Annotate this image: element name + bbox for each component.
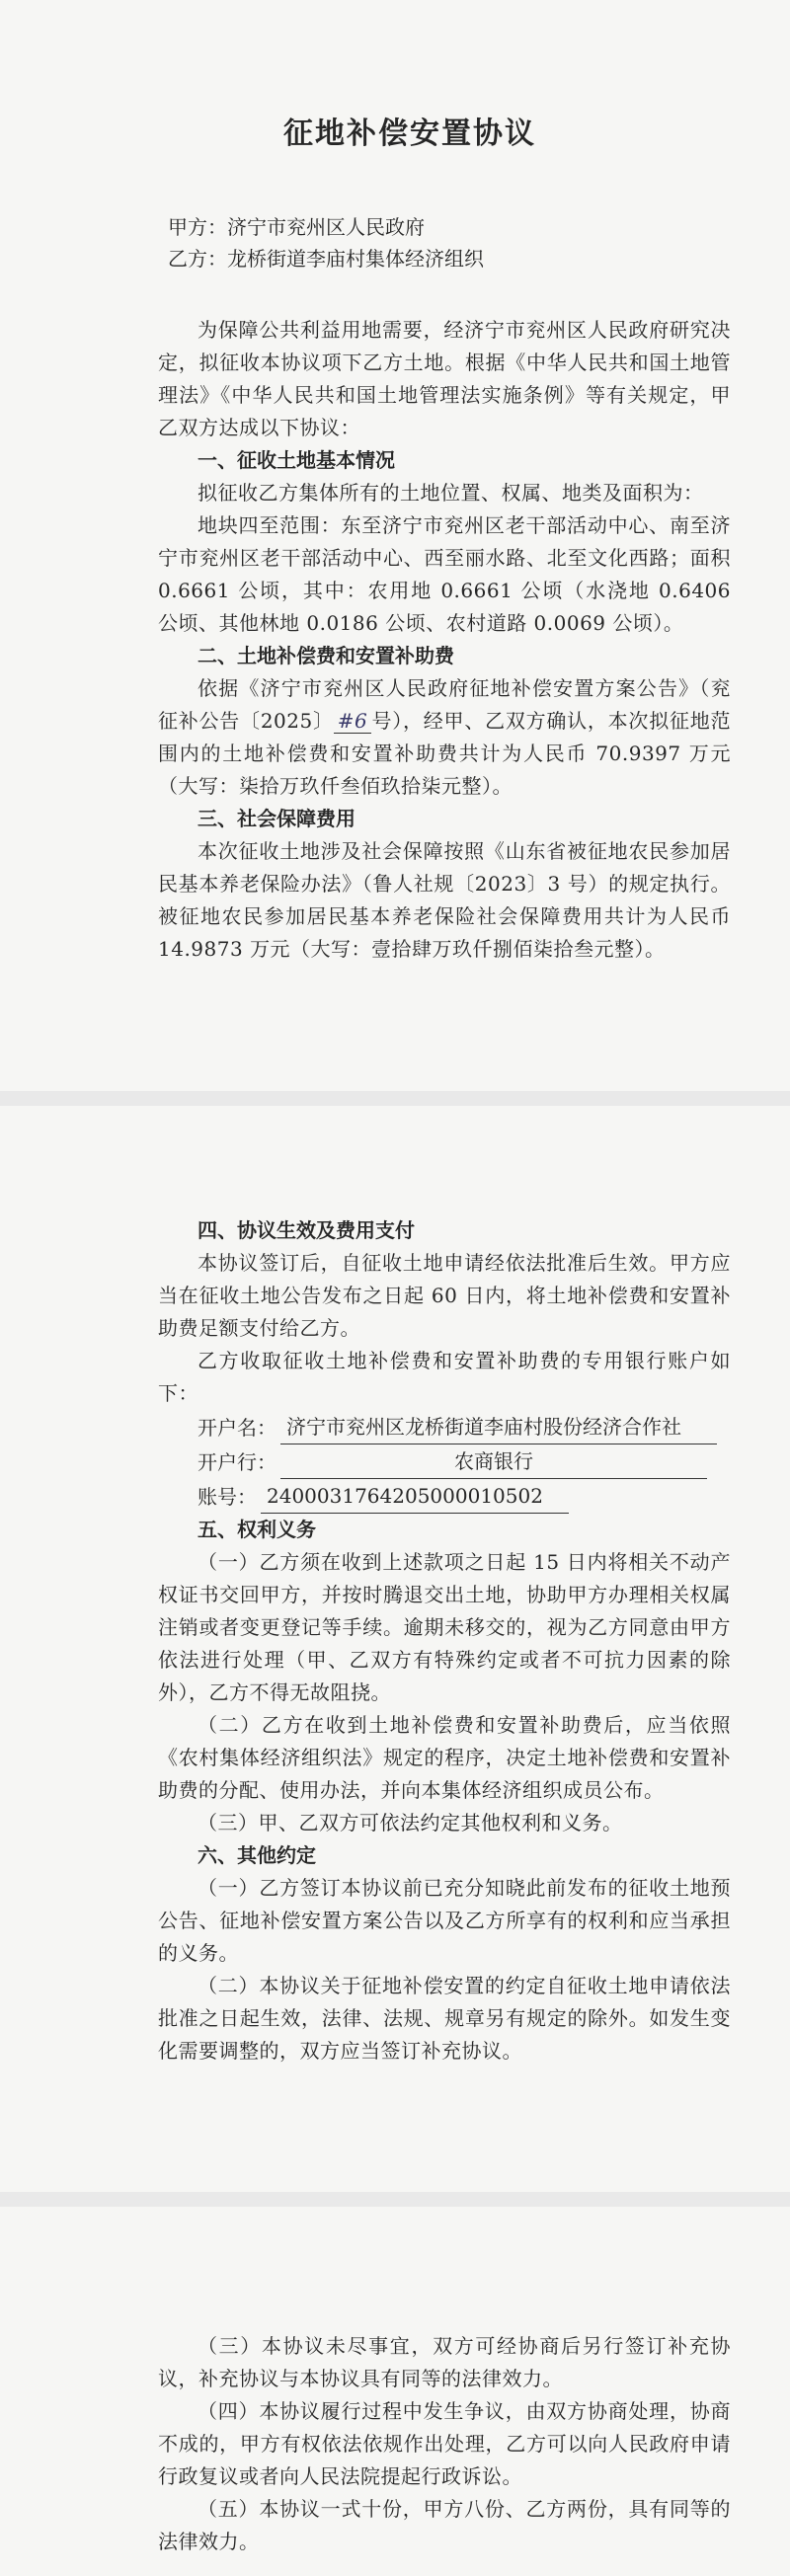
section-6-paragraph-1: （一）乙方签订本协议前已充分知晓此前发布的征收土地预公告、征地补偿安置方案公告以及乙方所享有的权利和应当承担的义务。: [158, 1876, 731, 1965]
section-2-heading: 二、土地补偿费和安置补助费: [198, 644, 454, 667]
section-6-paragraph-4: （四）本协议履行过程中发生争议，由双方协商处理，协商不成的，甲方有权依法依规作出处理，乙方可以向人民政府申请行政复议或者向人民法院提起行政诉讼。: [158, 2399, 731, 2488]
section-2-text-pre: 依据《济宁市兖州区人民政府征地补偿安置方案公告》（兖征补公告〔2025〕: [158, 676, 731, 733]
account-name-value: 济宁市兖州区龙桥街道李庙村股份经济合作社: [280, 1410, 717, 1444]
section-2-paragraph: [158, 672, 731, 803]
account-number-label: 账号：: [198, 1485, 257, 1509]
document-title: 征地补偿安置协议: [283, 117, 536, 151]
section-1-heading: 一、征收土地基本情况: [198, 448, 395, 472]
bank-line: [158, 1444, 731, 1479]
section-5-paragraph-3: （三）甲、乙双方可依法约定其他权利和义务。: [198, 1811, 623, 1834]
section-5-heading: 五、权利义务: [198, 1518, 316, 1541]
intro-paragraph: 为保障公共利益用地需要，经济宁市兖州区人民政府研究决定，拟征收本协议项下乙方土地。根据《中华人民共和国土地管理法》《中华人民共和国土地管理法实施条例》等有关规定，甲乙双方达成以下协议：: [158, 318, 731, 439]
section-5-paragraph-2: （二）乙方在收到土地补偿费和安置补助费后，应当依照《农村集体经济组织法》规定的程序，决定土地补偿费和安置补助费的分配、使用办法，并向本集体经济组织成员公布。: [158, 1713, 731, 1802]
section-2-text-post: 号），经甲、乙双方确认，本次拟征地范围内的土地补偿费和安置补助费共计为人民币 70.9397 万元（大写：柒拾万玖仟叁佰玖拾柒元整）。: [158, 709, 731, 798]
handwritten-number: #6: [334, 709, 371, 734]
bank-label: 开户行：: [198, 1450, 276, 1474]
section-6-heading: 六、其他约定: [198, 1843, 316, 1867]
section-1-paragraph-2: 地块四至范围：东至济宁市兖州区老干部活动中心、南至济宁市兖州区老干部活动中心、西至丽水路、北至文化西路；面积 0.6661 公顷，其中：农用地 0.6661 公顷（水浇地 0.6406 公顷、其他林地 0.0186 公顷、农村道路 0.0069 公顷）。: [158, 513, 731, 635]
document-page-2: [0, 1106, 790, 2192]
section-4-paragraph-2: 乙方收取征收土地补偿费和安置补助费的专用银行账户如下：: [158, 1349, 731, 1405]
section-1-paragraph-1: 拟征收乙方集体所有的土地位置、权属、地类及面积为：: [198, 481, 704, 505]
section-4-paragraph-1: 本协议签订后，自征收土地申请经依法批准后生效。甲方应当在征收土地公告发布之日起 60 日内，将土地补偿费和安置补助费足额支付给乙方。: [158, 1251, 731, 1340]
document-page-1: [0, 0, 790, 1091]
section-6-paragraph-3: （三）本协议未尽事宜，双方可经协商后另行签订补充协议，补充协议与本协议具有同等的法律效力。: [158, 2334, 731, 2390]
party-a: 甲方：济宁市兖州区人民政府: [168, 215, 425, 239]
account-number-line: [158, 1479, 731, 1514]
section-4-heading: 四、协议生效及费用支付: [198, 1218, 415, 1242]
party-b: 乙方：龙桥街道李庙村集体经济组织: [168, 247, 484, 271]
account-name-line: [158, 1410, 731, 1444]
parties-block: [158, 211, 731, 274]
account-number-value: 2400031764205000010502: [261, 1479, 569, 1514]
section-3-heading: 三、社会保障费用: [198, 807, 356, 830]
section-5-paragraph-1: （一）乙方须在收到上述款项之日起 15 日内将相关不动产权证书交回甲方，并按时腾退交出土地，协助甲方办理相关权属注销或者变更登记等手续。逾期未移交的，视为乙方同意由甲方依法进行处理（甲、乙双方有特殊约定或者不可抗力因素的除外），乙方不得无故阻挠。: [158, 1550, 731, 1704]
section-6-paragraph-5: （五）本协议一式十份，甲方八份、乙方两份，具有同等的法律效力。: [158, 2497, 731, 2553]
section-6-paragraph-2: （二）本协议关于征地补偿安置的约定自征收土地申请依法批准之日起生效，法律、法规、规章另有规定的除外。如发生变化需要调整的，双方应当签订补充协议。: [158, 1974, 731, 2063]
account-name-label: 开户名：: [198, 1416, 276, 1440]
section-3-paragraph: 本次征收土地涉及社会保障按照《山东省被征地农民参加居民基本养老保险办法》（鲁人社规〔2023〕3 号）的规定执行。被征地农民参加居民基本养老保险社会保障费用共计为人民币 14.9873 万元（大写：壹拾肆万玖仟捌佰柒拾叁元整）。: [158, 839, 731, 961]
bank-value: 农商银行: [280, 1444, 707, 1479]
document-page-3: [0, 2207, 790, 2576]
